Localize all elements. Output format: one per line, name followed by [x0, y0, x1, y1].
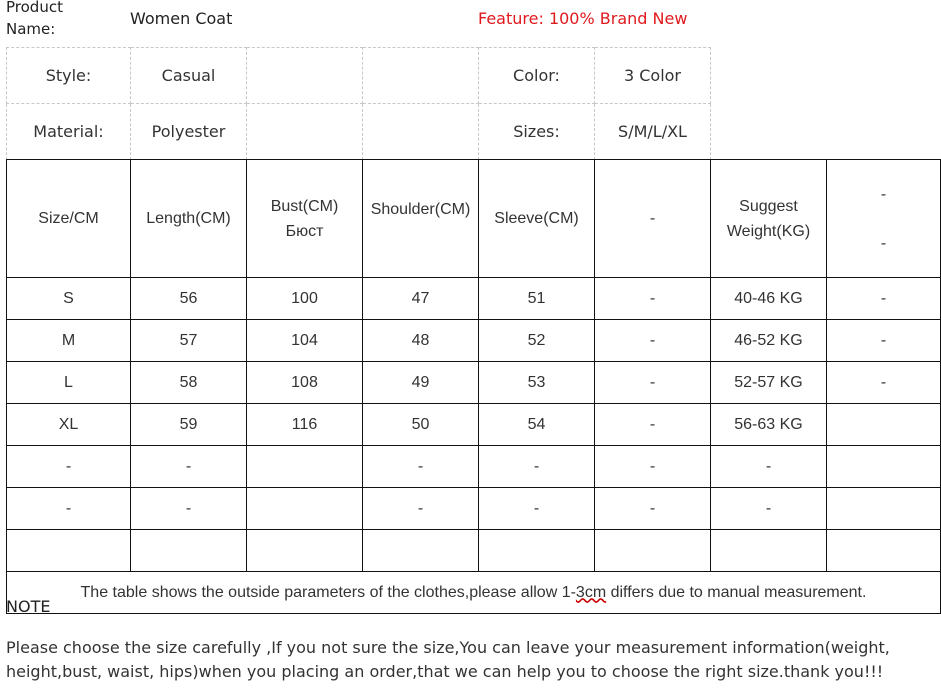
table-cell: [363, 530, 479, 572]
note-text-after: differs due to manual measurement.: [606, 583, 867, 601]
style-label: Style:: [7, 48, 131, 104]
table-cell: 108: [247, 362, 363, 404]
header-sleeve: Sleeve(CM): [479, 160, 595, 278]
table-row: [7, 320, 941, 362]
table-cell: -: [595, 320, 711, 362]
table-cell: 100: [247, 278, 363, 320]
table-cell: [247, 530, 363, 572]
table-row: [7, 404, 941, 446]
table-cell: -: [711, 488, 827, 530]
color-label: Color:: [479, 48, 595, 104]
table-row: [7, 278, 941, 320]
table-cell: 50: [363, 404, 479, 446]
table-cell: -: [595, 446, 711, 488]
table-cell: L: [7, 362, 131, 404]
table-cell: -: [595, 362, 711, 404]
material-label: Material:: [7, 104, 131, 160]
table-cell: -: [595, 488, 711, 530]
table-row: [7, 488, 941, 530]
table-cell: [7, 530, 131, 572]
table-cell: 104: [247, 320, 363, 362]
table-cell: [479, 530, 595, 572]
table-row: [7, 362, 941, 404]
empty-cell: [247, 48, 363, 104]
note-text-mark: 3cm: [575, 583, 607, 601]
table-cell: 47: [363, 278, 479, 320]
material-value: Polyester: [131, 104, 247, 160]
table-cell: 52-57 KG: [711, 362, 827, 404]
table-cell: -: [595, 278, 711, 320]
header-weight-line1: Suggest: [739, 197, 798, 215]
header-shoulder: Shoulder(CM): [363, 160, 479, 278]
table-cell: S: [7, 278, 131, 320]
table-cell: [827, 404, 941, 446]
table-cell: -: [131, 488, 247, 530]
table-cell: XL: [7, 404, 131, 446]
table-cell: [711, 530, 827, 572]
feature-text: Feature: 100% Brand New: [478, 9, 688, 28]
table-cell: 53: [479, 362, 595, 404]
table-cell: 58: [131, 362, 247, 404]
header-extra-1: -: [880, 185, 887, 203]
table-cell: -: [131, 446, 247, 488]
table-cell: -: [479, 488, 595, 530]
table-cell: [827, 446, 941, 488]
table-cell: 56: [131, 278, 247, 320]
header-bust-en: Bust(CM): [270, 197, 339, 215]
table-cell: 48: [363, 320, 479, 362]
product-name-label: [6, 0, 63, 40]
table-cell: -: [479, 446, 595, 488]
table-cell: -: [363, 446, 479, 488]
table-cell: 52: [479, 320, 595, 362]
table-cell: -: [827, 362, 941, 404]
table-cell: -: [595, 404, 711, 446]
table-cell: -: [827, 320, 941, 362]
size-table-header: [7, 160, 941, 278]
note-paragraph: Please choose the size carefully ,If you not sure the size,You can leave your measurement information(weight, height,bust, waist, hips)when you placing an order,that we can help you to choose the right size.thank you!!!: [6, 638, 890, 681]
header-size: Size/CM: [7, 160, 131, 278]
table-cell: M: [7, 320, 131, 362]
header-bust-ru: Бюст: [285, 222, 324, 240]
table-cell: 46-52 KG: [711, 320, 827, 362]
header-weight-line2: Weight(KG): [726, 222, 811, 240]
empty-cell: [363, 104, 479, 160]
note-title: NOTE: [6, 597, 51, 616]
product-info-grid: [6, 47, 711, 160]
header-weight: [711, 160, 827, 278]
empty-cell: [247, 104, 363, 160]
note-text-before: The table shows the outside parameters of the clothes,please allow 1-: [80, 583, 576, 601]
table-cell: [827, 488, 941, 530]
size-table: [6, 159, 941, 614]
table-cell: 59: [131, 404, 247, 446]
table-cell: [247, 446, 363, 488]
table-cell: -: [827, 278, 941, 320]
table-cell: -: [7, 488, 131, 530]
product-name-value: Women Coat: [130, 9, 233, 28]
table-cell: 57: [131, 320, 247, 362]
table-cell: 116: [247, 404, 363, 446]
table-cell: 51: [479, 278, 595, 320]
table-note-row: [7, 572, 941, 614]
table-cell: [131, 530, 247, 572]
table-cell: 40-46 KG: [711, 278, 827, 320]
table-cell: -: [363, 488, 479, 530]
table-cell: [595, 530, 711, 572]
table-cell: 56-63 KG: [711, 404, 827, 446]
header-bust: [247, 160, 363, 278]
product-label-line1: Product: [6, 0, 63, 16]
header-extra-2: -: [880, 234, 887, 252]
header-extra: [827, 160, 941, 278]
table-cell: 54: [479, 404, 595, 446]
table-cell: -: [7, 446, 131, 488]
table-note: [7, 572, 941, 614]
empty-cell: [363, 48, 479, 104]
product-label-line2: Name:: [6, 20, 56, 38]
header-length: Length(CM): [131, 160, 247, 278]
table-cell: [247, 488, 363, 530]
table-row: [7, 530, 941, 572]
style-value: Casual: [131, 48, 247, 104]
sizes-label: Sizes:: [479, 104, 595, 160]
sizes-value: S/M/L/XL: [595, 104, 711, 160]
table-row: [7, 446, 941, 488]
color-value: 3 Color: [595, 48, 711, 104]
table-cell: 49: [363, 362, 479, 404]
table-cell: [827, 530, 941, 572]
header-blank: -: [595, 160, 711, 278]
table-cell: -: [711, 446, 827, 488]
